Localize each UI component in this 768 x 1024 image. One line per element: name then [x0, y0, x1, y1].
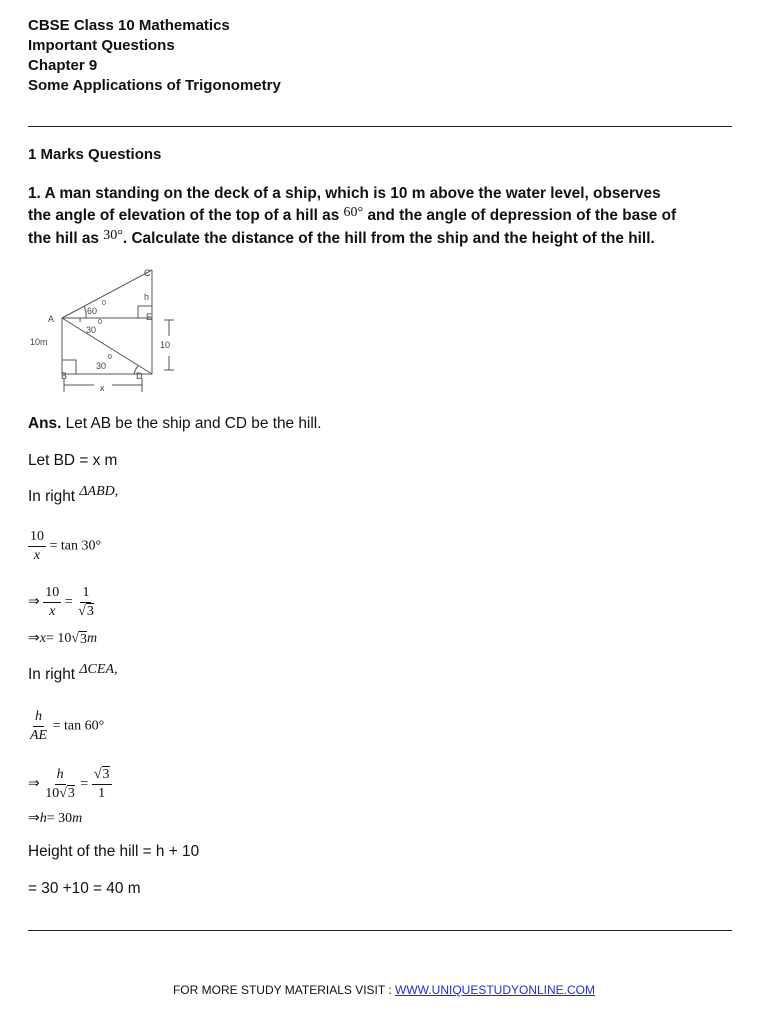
diagram-label-10: 10 — [160, 340, 171, 350]
question-line-1: 1. A man standing on the deck of a ship, which is 10 m above the water level, observes — [28, 185, 661, 202]
header-line-important: Important Questions — [28, 37, 175, 54]
in-right-abd-line — [28, 484, 119, 506]
equals-sign: = — [64, 594, 73, 610]
diagram-degree-mark: 0 — [102, 300, 106, 307]
diagram-degree-mark: 0 — [98, 319, 102, 326]
diagram-label-c: C — [144, 268, 151, 278]
question-fragment: the hill as — [28, 230, 99, 247]
header-line-topic: Some Applications of Trigonometry — [28, 77, 281, 94]
height-line: Height of the hill = h + 10 — [28, 843, 200, 860]
equation-x-result — [28, 630, 97, 648]
fraction — [43, 584, 61, 621]
square-root: √ 3 — [59, 786, 75, 801]
square-root: √ 3 — [78, 604, 94, 619]
implies-symbol: ⇒ — [28, 594, 40, 610]
question-text — [28, 183, 740, 251]
radicand: 3 — [67, 786, 75, 801]
equation-rhs: = 30 — [46, 811, 73, 826]
square-root: √ 3 — [93, 767, 110, 782]
in-right-label: In right — [28, 488, 76, 505]
diagram-angle-30-bottom: 30 — [96, 361, 107, 371]
numerator: 10 — [43, 584, 61, 603]
header-line-chapter: Chapter 9 — [28, 57, 98, 74]
equation-rhs: = tan 30° — [49, 538, 102, 554]
variable-h: h — [39, 811, 47, 826]
implies-symbol: ⇒ — [28, 811, 40, 826]
radicand: 3 — [102, 767, 110, 782]
footer-link[interactable]: WWW.UNIQUESTUDYONLINE.COM — [395, 983, 596, 997]
equation-rhs: = tan 60° — [52, 718, 105, 734]
document-header — [28, 16, 281, 96]
denominator: x — [33, 548, 41, 563]
angle-sixty: 60° — [343, 205, 364, 220]
diagram-label-e: E — [146, 312, 153, 322]
fraction — [76, 584, 96, 621]
result-line: = 30 +10 = 40 m — [28, 880, 141, 897]
equation-ratio — [28, 584, 96, 621]
denominator: 1 — [98, 786, 106, 801]
fraction — [28, 528, 46, 565]
unit: m — [72, 811, 83, 826]
diagram-label-a: A — [48, 314, 55, 324]
ship-hill-diagram — [28, 266, 188, 400]
answer-intro — [28, 415, 321, 433]
fraction — [43, 766, 77, 803]
diagram-degree-mark: 0 — [108, 354, 112, 361]
numerator — [92, 766, 112, 785]
question-line-2 — [28, 205, 740, 228]
equation-tan30 — [28, 528, 101, 565]
diagram-label-d: D — [136, 371, 143, 381]
header-line-class: CBSE Class 10 Mathematics — [28, 17, 230, 34]
diagram-label-b: B — [61, 371, 68, 381]
numerator: h — [33, 708, 44, 727]
denominator — [76, 603, 96, 621]
unit: m — [87, 631, 98, 646]
diagram-label-10m: 10m — [30, 337, 48, 347]
denominator — [43, 785, 77, 803]
diagram-angle-60: 60 — [87, 306, 98, 316]
numerator: h — [55, 766, 66, 785]
equation-h-ratio — [28, 766, 112, 803]
equals-sign: = — [80, 776, 89, 792]
denominator: x — [49, 604, 56, 619]
question-fragment: . Calculate the distance of the hill from the ship and the height of the hill. — [122, 230, 655, 247]
diagram-label-h: h — [144, 292, 150, 302]
answer-label: Ans. — [28, 415, 62, 432]
fraction — [28, 708, 49, 745]
question-line-3 — [28, 228, 740, 251]
in-right-cea-line — [28, 662, 118, 684]
triangle-abd: ΔABD, — [79, 484, 119, 499]
fraction — [92, 766, 112, 803]
implies-symbol: ⇒ — [28, 631, 40, 646]
footer-text: FOR MORE STUDY MATERIALS VISIT : — [172, 983, 396, 997]
square-root: √ 3 — [71, 631, 88, 647]
footer — [0, 983, 768, 997]
answer-intro-text: Let AB be the ship and CD be the hill. — [65, 415, 322, 432]
top-divider — [28, 126, 732, 127]
variable-x: x — [39, 631, 46, 646]
in-right-label: In right — [28, 666, 76, 683]
diagram-label-x: x — [100, 383, 105, 393]
denominator: AE — [30, 728, 48, 743]
radicand: 3 — [86, 604, 94, 619]
equation-h-result — [28, 810, 82, 827]
equation-rhs: = 10 — [45, 631, 72, 646]
implies-symbol: ⇒ — [28, 776, 40, 792]
radicand: 3 — [80, 632, 88, 647]
triangle-cea: ΔCEA, — [79, 662, 118, 677]
question-fragment: the angle of elevation of the top of a hill as — [28, 207, 340, 224]
numerator: 1 — [80, 584, 91, 603]
numerator: 10 — [28, 528, 46, 547]
angle-thirty: 30° — [103, 228, 123, 243]
bottom-divider — [28, 930, 732, 931]
equation-tan60 — [28, 708, 104, 745]
coefficient: 10 — [45, 786, 60, 801]
question-fragment: and the angle of depression of the base of — [367, 207, 677, 224]
diagram-angle-30-top: 30 — [86, 325, 97, 335]
section-title: 1 Marks Questions — [28, 146, 162, 163]
let-bd-line: Let BD = x m — [28, 452, 118, 469]
